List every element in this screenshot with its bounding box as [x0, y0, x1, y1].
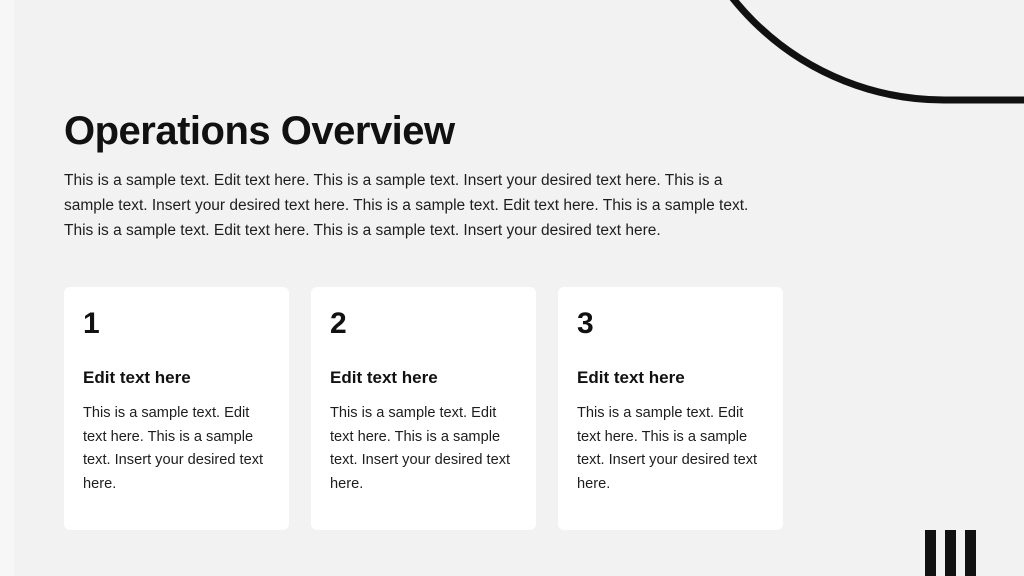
- card-item[interactable]: [311, 287, 536, 530]
- cards-row: [64, 287, 783, 530]
- card-heading: Edit text here: [83, 368, 191, 387]
- card-item[interactable]: [64, 287, 289, 530]
- card-heading: Edit text here: [330, 368, 438, 387]
- left-edge-strip: [0, 0, 14, 576]
- intro-paragraph: This is a sample text. Edit text here. This is a sample text. Insert your desired text here. This is a sample text. Insert your desired text here. This is a sample text. Edit text here. This is a sample text. This is a sample text. Edit text here. This is a sample text. Insert your desired text here.: [64, 171, 749, 239]
- card-number: 3: [577, 307, 594, 340]
- decorative-bar: [965, 530, 976, 576]
- page-title: Operations Overview: [64, 108, 455, 153]
- card-number: 2: [330, 307, 347, 340]
- card-body: This is a sample text. Edit text here. This is a sample text. Insert your desired text here.: [330, 405, 511, 492]
- decorative-bar: [925, 530, 936, 576]
- decorative-bar: [945, 530, 956, 576]
- card-number: 1: [83, 307, 100, 340]
- card-item[interactable]: [558, 287, 783, 530]
- card-heading: Edit text here: [577, 368, 685, 387]
- card-body: This is a sample text. Edit text here. This is a sample text. Insert your desired text here.: [577, 405, 758, 492]
- card-body: This is a sample text. Edit text here. This is a sample text. Insert your desired text here.: [83, 405, 264, 492]
- bars-decoration-icon: [925, 530, 976, 576]
